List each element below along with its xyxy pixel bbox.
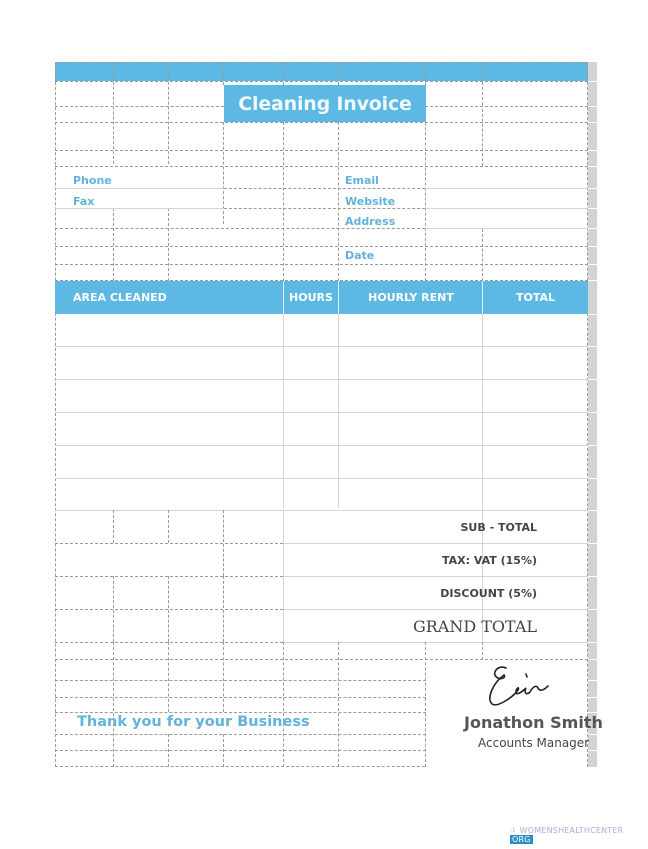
header-area-cleaned: AREA CLEANED bbox=[73, 291, 167, 304]
page-edge-strip bbox=[588, 62, 597, 767]
watermark-logo bbox=[510, 826, 648, 844]
grand-total-label: GRAND TOTAL bbox=[412, 617, 537, 636]
fax-label: Fax bbox=[73, 195, 95, 208]
watermark-text: WOMENSHEALTHCENTER bbox=[519, 826, 624, 835]
signature-icon bbox=[484, 660, 552, 708]
signer-role: Accounts Manager bbox=[478, 736, 590, 750]
website-label: Website bbox=[345, 195, 396, 208]
tax-value[interactable] bbox=[484, 545, 587, 576]
dots-icon: ⁘ bbox=[510, 826, 520, 835]
watermark-suffix: ORG bbox=[512, 835, 531, 844]
grand-total-value[interactable] bbox=[484, 611, 587, 642]
discount-label: DISCOUNT (5%) bbox=[440, 587, 537, 600]
table-row[interactable] bbox=[56, 348, 587, 379]
table-row[interactable] bbox=[56, 447, 587, 478]
table-row[interactable] bbox=[56, 315, 587, 346]
thank-you-message: Thank you for your Business bbox=[77, 714, 310, 730]
signer-name: Jonathon Smith bbox=[464, 713, 603, 732]
subtotal-label: SUB - TOTAL bbox=[460, 521, 537, 534]
email-label: Email bbox=[345, 174, 379, 187]
phone-label: Phone bbox=[73, 174, 112, 187]
invoice-title: Cleaning Invoice bbox=[224, 85, 426, 122]
table-row[interactable] bbox=[56, 381, 587, 412]
discount-value[interactable] bbox=[484, 578, 587, 609]
header-hours: HOURS bbox=[289, 291, 333, 304]
table-row[interactable] bbox=[56, 480, 587, 510]
date-label: Date bbox=[345, 249, 375, 262]
subtotal-value[interactable] bbox=[484, 512, 587, 543]
header-total: TOTAL bbox=[515, 291, 556, 304]
header-hourly-rent: HOURLY RENT bbox=[368, 291, 454, 304]
address-label: Address bbox=[345, 215, 396, 228]
tax-label: TAX: VAT (15%) bbox=[441, 554, 537, 567]
table-row[interactable] bbox=[56, 414, 587, 445]
